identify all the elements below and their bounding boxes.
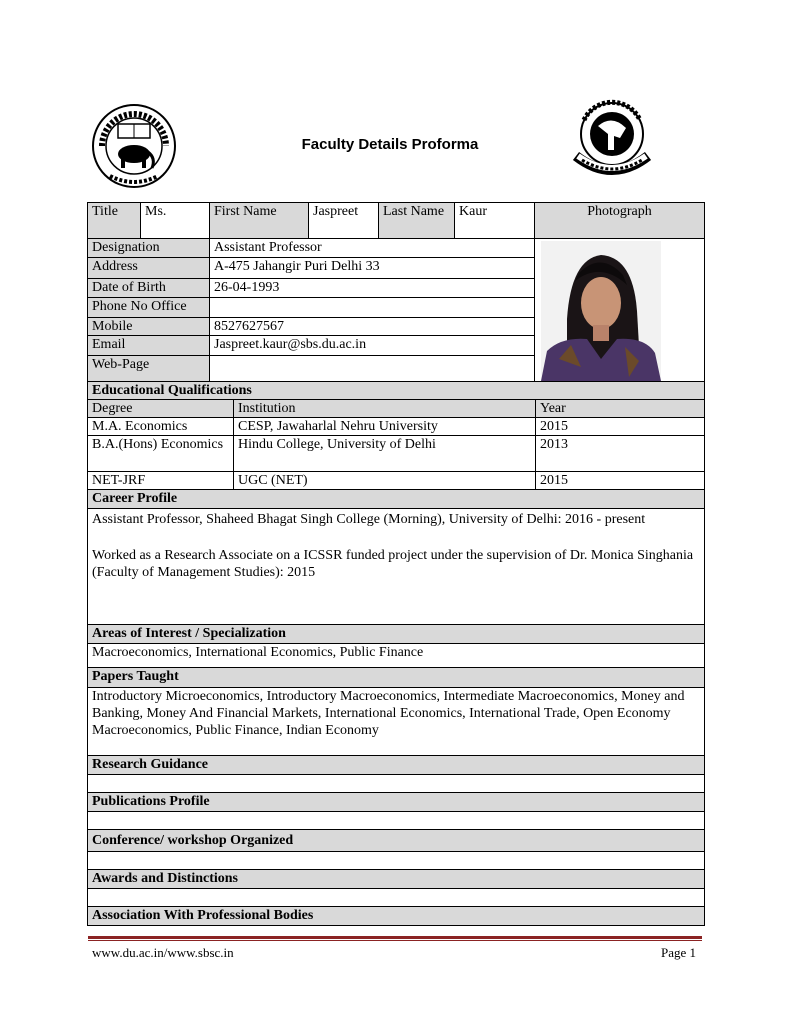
email-value: Jaspreet.kaur@sbs.du.ac.in: [210, 335, 535, 355]
webpage-label: Web-Page: [88, 355, 210, 381]
year-cell: 2013: [536, 436, 705, 472]
degree-cell: M.A. Economics: [88, 418, 234, 436]
last-name-label: Last Name: [379, 203, 455, 239]
footer-website: www.du.ac.in/www.sbsc.in: [92, 945, 234, 960]
address-value: A-475 Jahangir Puri Delhi 33: [210, 258, 535, 279]
association-heading: Association With Professional Bodies: [88, 907, 705, 926]
dob-label: Date of Birth: [88, 279, 210, 298]
conference-heading: Conference/ workshop Organized: [88, 830, 705, 852]
interests-body: Macroeconomics, International Economics, Public Finance: [88, 644, 705, 668]
page-title: Faculty Details Proforma: [301, 136, 479, 153]
designation-value: Assistant Professor: [210, 239, 535, 258]
last-name-value: Kaur: [455, 203, 535, 239]
title-value: Ms.: [141, 203, 210, 239]
conference-body: [88, 852, 705, 870]
title-label: Title: [88, 203, 141, 239]
year-cell: 2015: [536, 418, 705, 436]
page-number: Page 1: [660, 945, 696, 960]
publications-heading: Publications Profile: [88, 793, 705, 812]
sbs-college-logo: [568, 98, 656, 184]
profile-photo: [541, 241, 661, 381]
institution-col-header: Institution: [234, 400, 536, 418]
awards-heading: Awards and Distinctions: [88, 870, 705, 889]
career-body: [88, 509, 705, 625]
address-label: Address: [88, 258, 210, 279]
research-heading: Research Guidance: [88, 756, 705, 775]
table-row: [88, 472, 705, 490]
papers-heading: Papers Taught: [88, 668, 705, 688]
year-cell: 2015: [536, 472, 705, 490]
institution-cell: Hindu College, University of Delhi: [234, 436, 536, 472]
first-name-value: Jaspreet: [309, 203, 379, 239]
phone-office-label: Phone No Office: [88, 298, 210, 317]
career-paragraph-2: Worked as a Research Associate on a ICSSR funded project under the supervision of Dr. Monica Singhania (Faculty of Management Studies): 2015: [92, 548, 694, 580]
photograph-label: Photograph: [535, 203, 705, 239]
university-of-delhi-logo: [88, 102, 180, 190]
institution-cell: UGC (NET): [234, 472, 536, 490]
qualifications-table: [87, 381, 705, 926]
degree-col-header: Degree: [88, 400, 234, 418]
research-body: [88, 775, 705, 793]
email-label: Email: [88, 335, 210, 355]
footer-divider-thin: [88, 940, 702, 941]
personal-details-table: [87, 202, 705, 382]
year-col-header: Year: [536, 400, 705, 418]
degree-cell: B.A.(Hons) Economics: [88, 436, 234, 472]
webpage-value: [210, 355, 535, 381]
photo-cell: [535, 239, 705, 382]
education-heading: Educational Qualifications: [88, 382, 705, 400]
awards-body: [88, 889, 705, 907]
career-paragraph-1: Assistant Professor, Shaheed Bhagat Singh College (Morning), University of Delhi: 2016 - present: [92, 512, 646, 527]
first-name-label: First Name: [210, 203, 309, 239]
career-heading: Career Profile: [88, 490, 705, 509]
institution-cell: CESP, Jawaharlal Nehru University: [234, 418, 536, 436]
dob-value: 26-04-1993: [210, 279, 535, 298]
table-row: [88, 436, 705, 472]
publications-body: [88, 812, 705, 830]
designation-label: Designation: [88, 239, 210, 258]
mobile-value: 8527627567: [210, 317, 535, 335]
interests-heading: Areas of Interest / Specialization: [88, 625, 705, 644]
footer-divider: [88, 936, 702, 939]
degree-cell: NET-JRF: [88, 472, 234, 490]
papers-body: Introductory Microeconomics, Introductory Macroeconomics, Intermediate Macroeconomics, Money and Banking, Money And Financial Markets, International Economics, International Trade, Open Economy Macroeconomics, Public Finance, Indian Economy: [88, 688, 705, 756]
phone-office-value: [210, 298, 535, 317]
table-row: [88, 418, 705, 436]
mobile-label: Mobile: [88, 317, 210, 335]
